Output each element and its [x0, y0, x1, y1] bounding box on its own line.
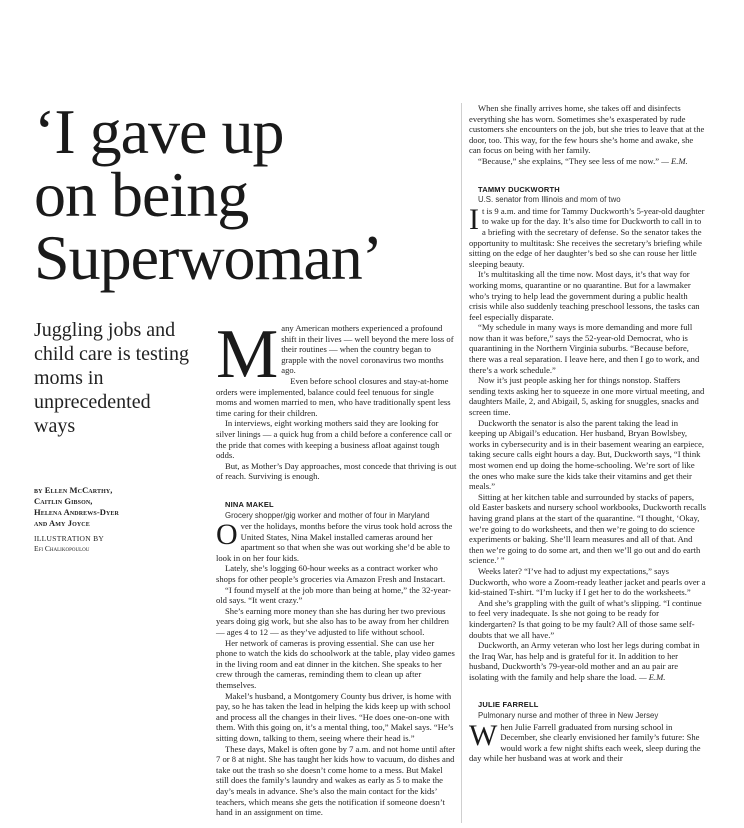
headline-line: ‘I gave up	[34, 96, 284, 167]
deck: Juggling jobs and child care is testing moms in unprecedented ways	[34, 319, 189, 437]
body-paragraph	[469, 640, 707, 682]
section-dropcap: I	[469, 202, 479, 236]
body-paragraph: Duckworth the senator is also the parent taking the lead in keeping up Abigail’s education. Her husband, Bryan Bowlsbey, works in cybersecurity and is in their basement wearing an earpiece, taking secure calls eight hours a day. But, Duckworth says, “I think most women end up doing the home-schooling. We’re sort of like the ones who make sure the kids take their vitamins and get their meals.”	[469, 417, 705, 492]
article-column-2	[469, 103, 707, 764]
byline-author: Helena Andrews-Dyer	[34, 507, 119, 517]
signoff: — E.M.	[661, 155, 688, 166]
body-paragraph: Lately, she’s logging 60-hour weeks as a contract worker who shops for other people’s groceries via Amazon Fresh and Instacart.	[216, 563, 446, 585]
body-paragraph: Makel’s husband, a Montgomery County bus driver, is home with pay, so he has taken the lead in helping the kids keep up with school and process all the changes in their lives. “He does one-on-one with them. With this going on, it’s a mental thing, too,” Makel says. “He’s sitting down, talking to them, seeing where their head is.”	[216, 690, 454, 743]
article-column-1	[216, 316, 457, 818]
headline-line: Superwoman’	[34, 222, 383, 293]
body-paragraph: When she finally arrives home, she takes off and disinfects everything she has worn. Sometimes she’s exasperated by rude customers she encounters on the job, but she tries to leave that at the door, too. This way, for the few hours she’s home and awake, she can focus on being with her family.	[469, 103, 705, 156]
intro-paragraph: Even before school closures and stay-at-home orders were implemented, balance could feel tenuous for single moms and women married to men, who have traditionally spent less time caring for their children.	[216, 375, 451, 418]
body-paragraph: She’s earning more money than she has during her two previous years doing gig work, but she also has to be away from her children — ages 4 to 12 — as they’ve adjusted to life without school.	[216, 605, 449, 638]
illustrator-name: Efi Chalikopoulou	[34, 544, 90, 553]
intro-dropcap: M	[216, 316, 279, 393]
body-paragraph: “My schedule in many ways is more demanding and more full now than it was before,” says the 52-year-old Democrat, who is quarantining in the Northern Virginia suburbs. “Because before, there was a real separation. I leave here, and then I go to work, and there’s a work schedule.”	[469, 322, 700, 375]
body-paragraph: Now it’s just people asking her for things nonstop. Staffers sending texts asking her to squeeze in one more virtual meeting, and daughters Maile, 2, and Abigail, 5, asking for snuggles, snacks and screen time.	[469, 375, 705, 418]
headline	[34, 96, 454, 293]
signoff: — E.M.	[638, 671, 666, 682]
headline-line: on being	[34, 159, 249, 230]
section-name: NINA MAKEL	[225, 499, 274, 509]
byline	[34, 485, 204, 529]
section-nina-makel	[216, 500, 457, 818]
illustration-credit	[34, 534, 204, 554]
body-paragraph: “I found myself at the job more than being at home,” the 32-year-old says. “It went crazy.”	[216, 584, 451, 606]
body-paragraph: And she’s grappling with the guilt of what’s slipping. “I continue to feel very inadequate. Is she not going to be ready for kindergarten? Is that going to be my fault? All of those same self-doubts that we all have.”	[469, 597, 702, 640]
body-paragraph: ver the holidays, months before the virus took hold across the United States, Nina Makel installed cameras around her apartment so that when she was out working she’d be able to look in on her four kids.	[216, 521, 453, 563]
body-paragraph-text: Duckworth, an Army veteran who lost her legs during combat in the Iraq War, has help and is grateful for it. In addition to her husband, Duckworth’s 79-year-old mother and an au pair are isolating with the family and help share the load.	[469, 640, 700, 682]
section-name: JULIE FARRELL	[478, 700, 539, 710]
section-role: Grocery shopper/gig worker and mother of four in Maryland	[225, 510, 430, 520]
column-divider	[461, 103, 462, 823]
illustration-label: ILLUSTRATION BY	[34, 534, 105, 543]
body-paragraph: Weeks later? “I’ve had to adjust my expectations,” says Duckworth, who wore a Zoom-ready leather jacket and pearls over a kid-stained T-shirt. “I’m lucky if I get her to do the worksheets.”	[469, 565, 706, 598]
section-role: U.S. senator from Illinois and mom of two	[478, 195, 621, 205]
byline-author: and Amy Joyce	[34, 518, 90, 528]
section-role: Pulmonary nurse and mother of three in New Jersey	[478, 711, 659, 721]
intro-paragraph: But, as Mother’s Day approaches, most concede that thriving is out of reach. Surviving is enough.	[216, 460, 457, 482]
body-paragraph: t is 9 a.m. and time for Tammy Duckworth’s 5-year-old daughter to wake up for the day. It’s also time for Duckworth to call in to a briefing with the secretary of defense. So the senator takes the opportunity to multitask: She receives the secretary’s briefing while sitting on the edge of her daughter’s bed so she can rouse her little sleeping beauty.	[469, 205, 705, 269]
body-paragraph-text: “Because,” she explains, “They see less of me now.”	[478, 155, 660, 166]
body-paragraph: It’s multitasking all the time now. Most days, it’s that way for working moms, quarantine or no quarantine. But for a lawmaker who’s trying to help lead the government during a public health crisis while also suddenly teaching preschool lessons, the tasks can feel especially disparate.	[469, 269, 700, 322]
intro	[216, 316, 457, 482]
body-paragraph: hen Julie Farrell graduated from nursing school in December, she clearly envisioned her family’s future: She would work a few night shifts each week, sleep during the day while her husband was at work and their	[469, 721, 701, 764]
body-paragraph: Her network of cameras is proving essential. She can use her phone to watch the kids do schoolwork at the table, play video games in the living room and eat dinner in the kitchen. She speaks to her crew through the cameras, reminding them to clean up after themselves.	[216, 637, 455, 690]
section-name: TAMMY DUCKWORTH	[478, 184, 560, 194]
byline-author: Ellen McCarthy,	[44, 485, 113, 495]
body-paragraph: These days, Makel is often gone by 7 a.m. and not home until after 7 or 8 at night. She has taught her kids how to vacuum, do dishes and take out the trash so she doesn’t come home to a mess. But Makel still does the family’s laundry and wakes as early as 5 to make the day’s meals in advance. She’s also the main contact for the kids’ teachers, which means she gets the notification if someone doesn’t hand in an assignment on time.	[216, 743, 456, 818]
byline-author: Caitlin Gibson,	[34, 496, 93, 506]
body-paragraph	[469, 156, 707, 167]
intro-paragraph: In interviews, eight working mothers said they are looking for silver linings — a quick hug from a child before a conference call or the pride that comes with keeping a business afloat against tough odds.	[216, 418, 452, 461]
section-dropcap: W	[469, 718, 498, 752]
section-dropcap: O	[216, 518, 238, 552]
section-tammy-duckworth	[469, 185, 707, 683]
byline-by: by	[34, 485, 43, 495]
intro-paragraph: any American mothers experienced a profound shift in their lives — well beyond the mere loss of their routines — when the country began to grapple with the novel coronavirus two months ago.	[281, 323, 454, 376]
body-paragraph: Sitting at her kitchen table and surrounded by stacks of papers, old Easter baskets and nursery school workbooks, Duckworth recalls having grand plans at the start of the quarantine. “I thought, ‘Okay, we’re going to do worksheets, and then we’re going to do science experiments or baking. She’ll learn measures and all of that. And then we’re going to do some art, and then we’ll go out and do earth science.’ ”	[469, 491, 706, 566]
section-julie-farrell	[469, 700, 707, 764]
